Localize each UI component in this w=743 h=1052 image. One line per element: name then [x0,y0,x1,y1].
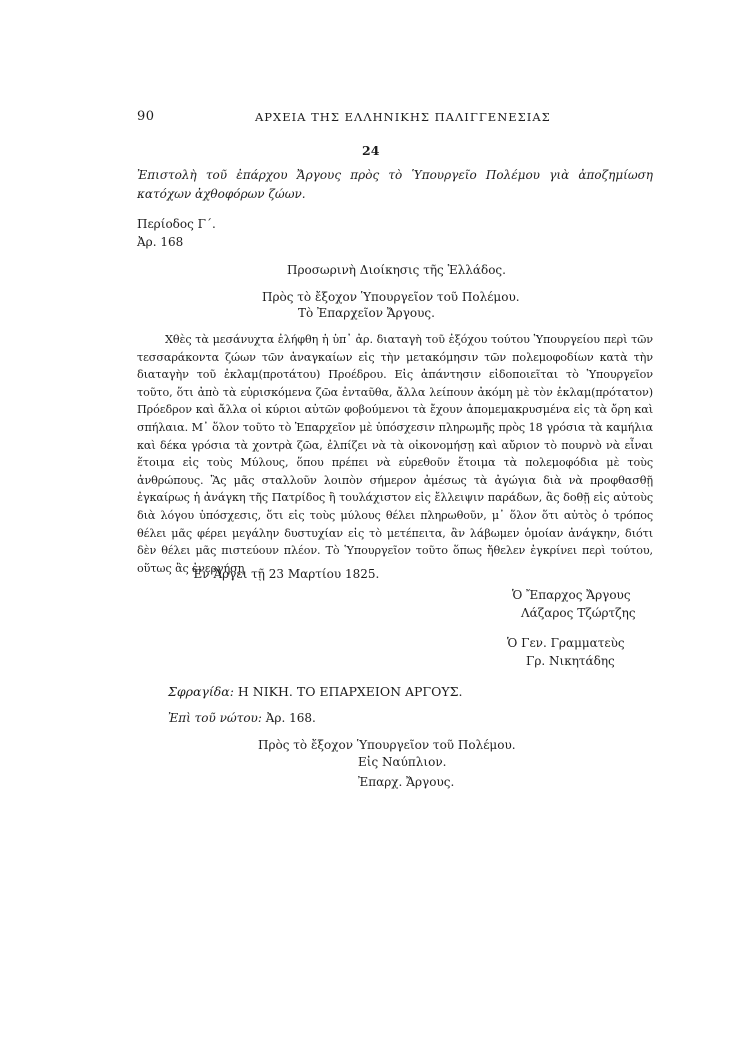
seal-label: Σφραγίδα: [168,684,234,699]
ar-number-line: Ἀρ. 168 [137,235,184,249]
document-number: 24 [362,143,380,158]
seal-line [168,684,462,699]
date-line: Ἐν Ἄργει τῇ 23 Μαρτίου 1825. [192,567,380,581]
signature-title-secretary: Ὁ Γεν. Γραμματεὺς [507,636,625,650]
page-number: 90 [137,109,155,124]
period-line: Περίοδος Γ΄. [137,217,216,231]
back-text: Ἀρ. 168. [265,711,316,725]
document-heading: Ἐπιστολὴ τοῦ ἐπάρχου Ἄργους πρὸς τὸ Ὑπουργεῖο Πολέμου γιὰ ἀποζημίωση κατόχων ἀχθοφόρων ζώων. [137,168,653,201]
government-line: Προσωρινὴ Διοίκησις τῆς Ἑλλάδος. [287,263,506,277]
letter-body: Χθὲς τὰ μεσάνυχτα ἐλήφθη ἡ ὑπ᾽ ἀρ. διαταγὴ τοῦ ἐξόχου τούτου Ὑπουργείου περὶ τῶν τεσσαράκοντα ζώων τῶν ἀναγκαίων εἰς τὴν μετακόμησιν τῶν πολεμοφοδίων κατὰ τὴν διαταγὴν τοῦ ἐκλαμ(προτάτου) Προέδρου. Εἰς ἀπάντησιν εἰδοποιεῖται τὸ Ὑπουργεῖον τοῦτο, ὅτι ἀπὸ τὰ εὑρισκόμενα ζῶα ἐνταῦθα, ἄλλα λείπουν ἀκόμη μὲ τὸν ἐκλαμ(πρότατον) Πρόεδρον καὶ ἄλλα οἱ κύριοι αὐτῶν φοβούμενοι τὰ ἔχουν ἀπομεμακρυσμένα εἰς τὰ ὄρη καὶ σπήλαια. Μ᾽ ὅλον τοῦτο τὸ Ἐπαρχεῖον μὲ ὑπόσχεσιν πληρωμῆς πρὸς 18 γρόσια τὰ καμήλια καὶ δέκα γρόσια τὰ χοντρὰ ζῶα, ἐλπίζει νὰ τὰ οἰκονομήσῃ καὶ αὔριον τὸ πουρνὸ νὰ εἶναι ἕτοιμα εἰς τοὺς Μύλους, ὅπου πρέπει νὰ εὑρεθοῦν ἕτοιμα τὰ πολεμοφόδια μὲ τοὺς ἀνθρώπους. Ἂς μᾶς σταλλοῦν λοιπὸν σήμερον ἀμέσως τὰ ἀγώγια διὰ νὰ προφθασθῇ ἐγκαίρως ἡ ἀνάγκη τῆς Πατρίδος ἢ τουλάχιστον εἰς ἔλλειψιν παράδων, ἂς δοθῇ εἰς αὐτοὺς διὰ λόγου ὑπόσχεσις, ὅτι εἰς τοὺς μύλους θέλει πληρωθοῦν, μ᾽ ὅλον ὅτι αὐτὸς ὁ τρόπος θέλει μᾶς φέρει μεγάλην δυστυχίαν εἰς τὸ μετέπειτα, ἂν λάβωμεν ὁμοίαν ἀνάγκην, διότι δὲν θέλει μᾶς πιστεύουν πλέον. Τὸ Ὑπουργεῖον τοῦτο ὅπως ἤθελεν ἐγκρίνει περὶ τούτου, οὕτως ἂς ἐνεργήσῃ [137,333,653,575]
sender-line: Τὸ Ἐπαρχεῖον Ἄργους. [298,306,435,320]
signature-name-eparch: Λάζαρος Τζώρτζης [521,606,636,620]
back-address-line-3: Ἐπαρχ. Ἄργους. [358,775,455,789]
signature-name-secretary: Γρ. Νικητάδης [526,654,615,668]
seal-text: Η ΝΙΚΗ. ΤΟ ΕΠΑΡΧΕΙΟΝ ΑΡΓΟΥΣ. [237,684,463,699]
back-address-line-1: Πρὸς τὸ ἔξοχον Ὑπουργεῖον τοῦ Πολέμου. [258,738,516,752]
addressee-line: Πρὸς τὸ ἔξοχον Ὑπουργεῖον τοῦ Πολέμου. [262,290,520,304]
back-address-line-2: Εἰς Ναύπλιον. [358,755,447,769]
back-label: Ἐπὶ τοῦ νώτου: [168,711,262,725]
running-title: ΑΡΧΕΙΑ ΤΗΣ ΕΛΛΗΝΙΚΗΣ ΠΑΛΙΓΓΕΝΕΣΙΑΣ [255,110,551,124]
back-note-line [168,711,316,725]
signature-title-eparch: Ὁ Ἔπαρχος Ἄργους [512,588,631,602]
